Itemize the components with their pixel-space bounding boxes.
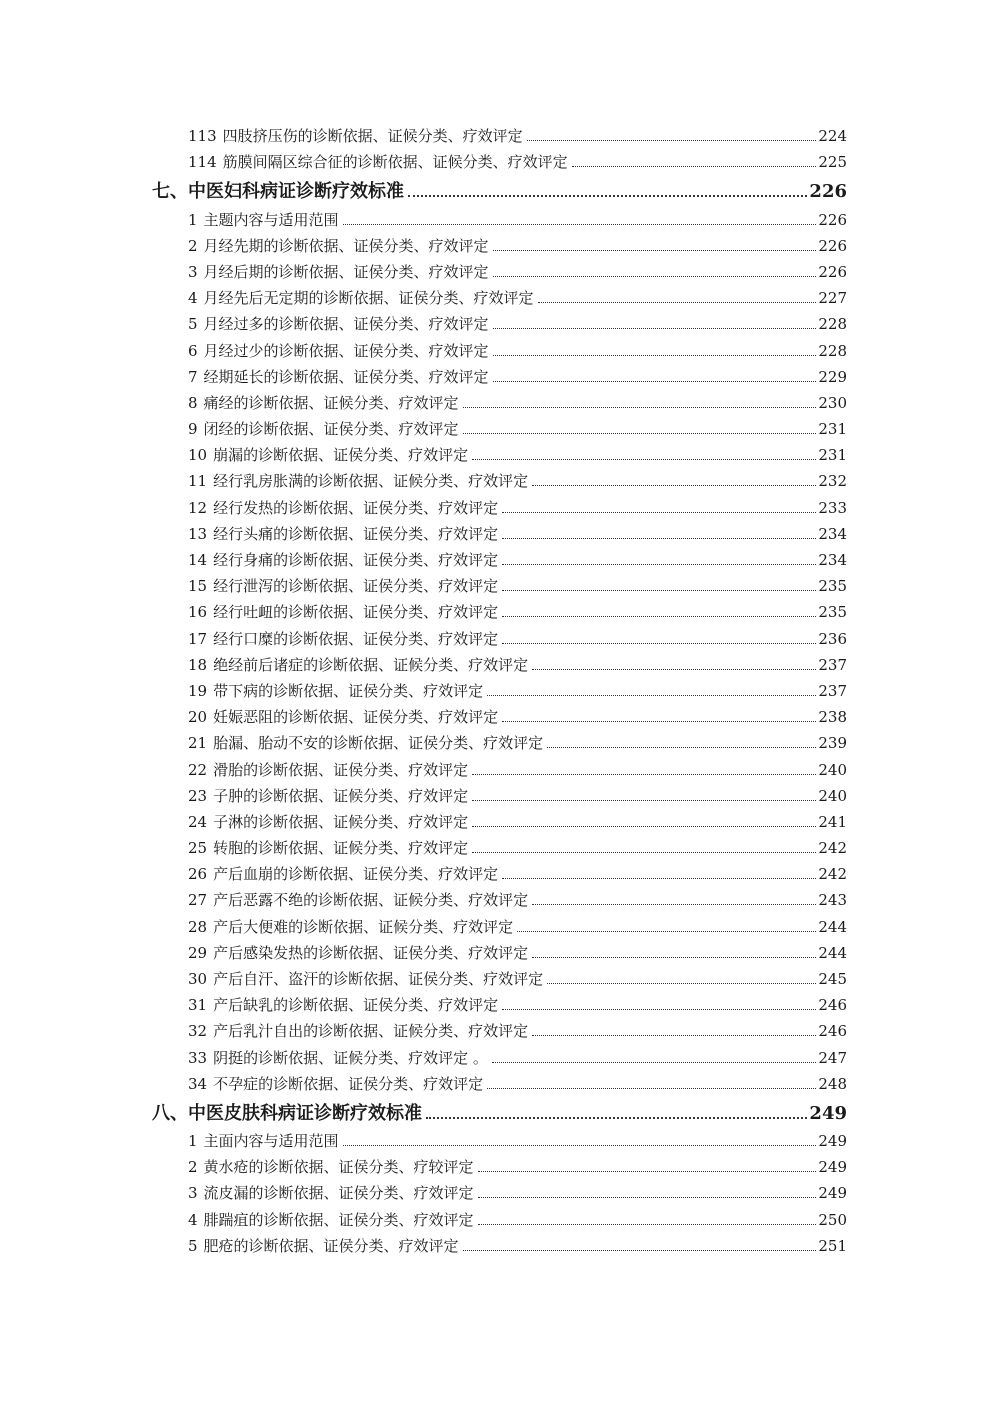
toc-entry[interactable] xyxy=(0,908,999,934)
toc-entry-number: 1 xyxy=(188,210,198,229)
toc-entry-title xyxy=(188,498,499,517)
toc-entry-title xyxy=(188,972,543,987)
toc-entry-text: 经期延长的诊断依据、证侯分类、疗效评定 xyxy=(203,367,489,386)
toc-page-number: 237 xyxy=(818,681,847,700)
dot-leader xyxy=(408,195,807,197)
toc-page-number: 251 xyxy=(818,1236,847,1255)
toc-page-number: 248 xyxy=(818,1074,847,1093)
toc-entry[interactable] xyxy=(0,961,999,987)
toc-entry-title xyxy=(188,524,499,543)
toc-entry-title xyxy=(188,1210,474,1229)
toc-entry-number: 34 xyxy=(188,1074,208,1093)
toc-page-number: 238 xyxy=(818,708,847,727)
toc-page-number: 242 xyxy=(818,839,847,858)
toc-page-number: 239 xyxy=(818,734,847,753)
toc-entry-number: 16 xyxy=(188,603,208,622)
toc-entry-number: 5 xyxy=(188,1236,198,1255)
toc-entry[interactable] xyxy=(0,118,999,144)
toc-entry-text: 带下病的诊断依据、证侯分类、疗效评定 xyxy=(213,681,484,700)
toc-entry-text: 子肿的诊断依据、证候分类、疗效评定 xyxy=(213,786,469,805)
toc-section-heading[interactable] xyxy=(0,170,999,201)
toc-entry[interactable] xyxy=(0,228,999,254)
toc-page-number: 231 xyxy=(818,420,847,439)
dot-leader xyxy=(472,852,816,853)
table-of-contents xyxy=(0,118,999,1254)
toc-entry-number: 13 xyxy=(188,524,208,543)
toc-entry-number: 6 xyxy=(188,341,198,360)
toc-page-number: 231 xyxy=(818,446,847,465)
toc-page-number: 247 xyxy=(818,1048,847,1067)
toc-entry-text: 主题内容与适用范围 xyxy=(203,210,339,229)
toc-page-number: 244 xyxy=(818,943,847,962)
toc-entry-number: 2 xyxy=(188,1158,198,1177)
dot-leader xyxy=(502,1009,816,1010)
toc-entry-text: 月经过多的诊断依据、证侯分类、疗效评定 xyxy=(203,315,489,334)
toc-entry[interactable] xyxy=(0,437,999,463)
toc-entry-text: 四肢挤压伤的诊断依据、证候分类、疗效评定 xyxy=(222,127,523,146)
dot-leader xyxy=(502,616,816,617)
dot-leader xyxy=(472,800,816,801)
toc-page-number: 249 xyxy=(818,1158,847,1177)
dot-leader xyxy=(493,250,817,251)
toc-entry-number: 4 xyxy=(188,1210,198,1229)
dot-leader xyxy=(426,1117,807,1119)
dot-leader xyxy=(547,983,816,984)
toc-page-number: 228 xyxy=(818,341,847,360)
toc-page-number: 235 xyxy=(818,577,847,596)
dot-leader xyxy=(532,957,816,958)
toc-entry-number: 27 xyxy=(188,891,208,910)
dot-leader xyxy=(463,433,817,434)
toc-entry-text: 肥疮的诊断依据、证侯分类、疗效评定 xyxy=(203,1236,459,1255)
toc-entry[interactable] xyxy=(0,1123,999,1149)
toc-entry-number: 21 xyxy=(188,734,208,753)
toc-entry[interactable] xyxy=(0,778,999,804)
dot-leader xyxy=(517,931,816,932)
toc-entry-text: 崩漏的诊断依据、证侯分类、疗效评定 xyxy=(213,446,469,465)
toc-entry[interactable] xyxy=(0,542,999,568)
toc-entry[interactable] xyxy=(0,987,999,1013)
dot-leader xyxy=(472,826,816,827)
toc-entry-number: 8 xyxy=(188,393,198,412)
toc-entry-text: 月经先后无定期的诊断依据、证侯分类、疗效评定 xyxy=(203,289,534,308)
dot-leader xyxy=(502,538,816,539)
toc-entry-title xyxy=(188,155,568,170)
toc-entry[interactable] xyxy=(0,830,999,856)
dot-leader xyxy=(493,381,817,382)
toc-page-number: 228 xyxy=(818,315,847,334)
dot-leader xyxy=(493,355,817,356)
dot-leader xyxy=(493,328,817,329)
toc-entry-text: 流皮漏的诊断依据、证侯分类、疗效评定 xyxy=(203,1184,474,1203)
toc-entry-text: 腓踹疽的诊断依据、证侯分类、疗效评定 xyxy=(203,1210,474,1229)
toc-entry-text: 黄水疮的诊断依据、证侯分类、疗较评定 xyxy=(203,1158,474,1177)
toc-entry-number: 12 xyxy=(188,498,208,517)
toc-entry[interactable] xyxy=(0,280,999,306)
toc-entry-title xyxy=(188,210,339,229)
toc-entry-title xyxy=(188,1074,484,1093)
dot-leader xyxy=(502,643,816,644)
dot-leader xyxy=(463,407,817,408)
dot-leader xyxy=(343,1145,817,1146)
toc-entry-text: 产后大便难的诊断依据、证候分类、疗效评定 xyxy=(213,917,514,936)
toc-page-number: 246 xyxy=(818,996,847,1015)
toc-entry[interactable] xyxy=(0,359,999,385)
toc-entry-number: 14 xyxy=(188,551,208,569)
toc-page-number: 244 xyxy=(818,917,847,936)
toc-entry-title xyxy=(188,1131,339,1150)
toc-entry[interactable] xyxy=(0,647,999,673)
toc-entry-number: 23 xyxy=(188,786,208,805)
toc-entry-number: 22 xyxy=(188,760,208,779)
toc-entry-title xyxy=(188,291,534,306)
toc-entry-number: 24 xyxy=(188,812,208,831)
toc-page-number: 224 xyxy=(818,127,847,146)
dot-leader xyxy=(547,747,816,748)
toc-entry-title xyxy=(188,867,498,882)
toc-page-number: 241 xyxy=(818,812,847,831)
toc-entry-title xyxy=(188,812,469,831)
toc-entry-title xyxy=(188,605,498,620)
toc-entry-title xyxy=(188,786,469,805)
toc-entry-title xyxy=(188,1024,528,1039)
toc-entry-number: 30 xyxy=(188,970,208,988)
toc-page-number: 230 xyxy=(818,393,847,412)
toc-entry-number: 19 xyxy=(188,681,208,700)
toc-entry[interactable] xyxy=(0,935,999,961)
toc-entry-number: 4 xyxy=(188,289,198,308)
toc-entry-number: 31 xyxy=(188,996,208,1015)
toc-entry-title xyxy=(188,1186,474,1201)
dot-leader xyxy=(492,1062,816,1063)
toc-page-number: 226 xyxy=(818,262,847,281)
toc-entry[interactable] xyxy=(0,699,999,725)
toc-entry[interactable] xyxy=(0,620,999,646)
toc-entry[interactable] xyxy=(0,332,999,358)
dot-leader xyxy=(572,166,817,167)
toc-entry-text: 经行口糜的诊断依据、证侯分类、疗效评定 xyxy=(213,629,499,648)
toc-entry-number: 7 xyxy=(188,367,198,386)
toc-entry-number: 1 xyxy=(188,1131,198,1150)
toc-entry-number: 113 xyxy=(188,127,217,146)
toc-entry-title xyxy=(188,393,459,412)
toc-page-number: 249 xyxy=(809,1102,847,1124)
toc-entry[interactable] xyxy=(0,201,999,227)
dot-leader xyxy=(493,276,817,277)
toc-page-number: 232 xyxy=(818,472,847,491)
toc-page-number: 246 xyxy=(818,1022,847,1041)
toc-page-number: 240 xyxy=(818,786,847,805)
toc-page-number: 234 xyxy=(818,524,847,543)
toc-page-number: 236 xyxy=(818,629,847,648)
toc-entry[interactable] xyxy=(0,1066,999,1092)
toc-entry[interactable] xyxy=(0,882,999,908)
toc-entry[interactable] xyxy=(0,856,999,882)
toc-entry-title xyxy=(188,448,468,463)
toc-entry-text: 产后缺乳的诊断依据、证侯分类、疗效评定 xyxy=(213,996,499,1015)
toc-entry-title xyxy=(188,317,489,332)
toc-page-number: 250 xyxy=(818,1210,847,1229)
toc-entry-number: 11 xyxy=(188,472,208,491)
toc-entry-number: 18 xyxy=(188,655,208,674)
toc-entry-text: 经行发热的诊断依据、证侯分类、疗效评定 xyxy=(213,498,499,517)
toc-entry-number: 25 xyxy=(188,839,208,858)
toc-page-number: 226 xyxy=(818,210,847,229)
toc-entry-title xyxy=(188,262,489,281)
toc-entry-text: 胎漏、胎动不安的诊断依据、证侯分类、疗效评定 xyxy=(213,734,544,753)
toc-entry-number: 33 xyxy=(188,1048,208,1067)
toc-entry-text: 筋膜间隔区综合征的诊断依据、证候分类、疗效评定 xyxy=(222,153,568,172)
toc-entry-number: 20 xyxy=(188,708,208,727)
toc-entry[interactable] xyxy=(0,411,999,437)
toc-entry-text: 经行泄泻的诊断依据、证侯分类、疗效评定 xyxy=(213,577,499,596)
toc-entry[interactable] xyxy=(0,306,999,332)
toc-entry-text: 阴挺的诊断依据、证候分类、疗效评定 。 xyxy=(213,1048,488,1067)
toc-entry-number: 2 xyxy=(188,236,198,255)
toc-page-number: 226 xyxy=(809,181,847,203)
toc-entry[interactable] xyxy=(0,144,999,170)
toc-entry-text: 经行头痛的诊断依据、证侯分类、疗效评定 xyxy=(213,524,499,543)
toc-entry-text: 滑胎的诊断依据、证侯分类、疗效评定 xyxy=(213,760,469,779)
toc-entry-text: 月经过少的诊断依据、证侯分类、疗效评定 xyxy=(203,341,489,360)
dot-leader xyxy=(343,224,817,225)
toc-entry-title xyxy=(188,681,484,700)
toc-entry-title xyxy=(188,917,514,936)
toc-entry-text: 痛经的诊断依据、证候分类、疗效评定 xyxy=(203,393,459,412)
toc-entry-title xyxy=(188,129,523,144)
toc-entry-number: 15 xyxy=(188,577,208,596)
toc-entry-number: 32 xyxy=(188,1022,208,1041)
toc-entry-text: 经行身痛的诊断依据、证侯分类、疗效评定 xyxy=(213,551,499,569)
toc-page-number: 226 xyxy=(818,236,847,255)
toc-entry-title xyxy=(188,236,489,255)
dot-leader xyxy=(487,695,816,696)
toc-entry-text: 八、中医皮肤科病证诊断疗效标准 xyxy=(152,1102,422,1124)
dot-leader xyxy=(502,721,816,722)
toc-page-number: 249 xyxy=(818,1184,847,1203)
toc-entry-text: 子淋的诊断依据、证候分类、疗效评定 xyxy=(213,812,469,831)
toc-entry-title xyxy=(188,1160,474,1175)
toc-entry[interactable] xyxy=(0,1039,999,1065)
dot-leader xyxy=(478,1197,817,1198)
toc-entry-title xyxy=(188,367,489,386)
toc-entry[interactable] xyxy=(0,1175,999,1201)
toc-entry-title xyxy=(188,579,498,594)
toc-entry-text: 月经后期的诊断依据、证侯分类、疗效评定 xyxy=(203,262,489,281)
dot-leader xyxy=(463,1250,817,1251)
toc-entry-text: 经行乳房胀满的诊断依据、证候分类、疗效评定 xyxy=(213,472,529,491)
toc-entry-number: 26 xyxy=(188,865,208,884)
toc-entry-title xyxy=(188,655,529,674)
toc-entry[interactable] xyxy=(0,804,999,830)
toc-section-heading[interactable] xyxy=(0,1092,999,1123)
toc-entry-text: 产后血崩的诊断依据、证侯分类、疗效评定 xyxy=(213,865,499,884)
toc-entry-text: 妊娠恶阻的诊断依据、证侯分类、疗效评定 xyxy=(213,708,499,727)
toc-entry-title xyxy=(188,1236,459,1255)
toc-entry-title xyxy=(188,736,543,751)
toc-entry-title xyxy=(188,629,499,648)
toc-entry-title xyxy=(188,893,528,908)
dot-leader xyxy=(502,564,816,565)
toc-entry-title xyxy=(188,841,468,856)
toc-entry-title xyxy=(188,998,498,1013)
dot-leader xyxy=(478,1171,817,1172)
toc-entry-number: 28 xyxy=(188,917,208,936)
toc-page-number: 242 xyxy=(818,865,847,884)
dot-leader xyxy=(478,1224,817,1225)
toc-page-number: 229 xyxy=(818,367,847,386)
toc-entry-number: 3 xyxy=(188,262,198,281)
toc-entry-title xyxy=(188,1048,488,1067)
dot-leader xyxy=(472,774,816,775)
toc-entry-title xyxy=(188,760,469,779)
toc-entry[interactable] xyxy=(0,751,999,777)
dot-leader xyxy=(532,904,816,905)
toc-entry-number: 114 xyxy=(188,153,217,172)
toc-entry-text: 不孕症的诊断依据、证侯分类、疗效评定 xyxy=(213,1074,484,1093)
dot-leader xyxy=(502,590,816,591)
toc-entry-text: 闭经的诊断依据、证侯分类、疗效评定 xyxy=(203,420,459,439)
toc-page-number: 237 xyxy=(818,655,847,674)
dot-leader xyxy=(532,669,816,670)
toc-entry-title xyxy=(152,1102,422,1124)
toc-entry-text: 绝经前后诸症的诊断依据、证候分类、疗效评定 xyxy=(213,655,529,674)
dot-leader xyxy=(487,1088,816,1089)
toc-entry-title xyxy=(188,943,529,962)
toc-entry-text: 月经先期的诊断依据、证侯分类、疗效评定 xyxy=(203,236,489,255)
toc-page-number: 225 xyxy=(818,153,847,172)
toc-entry-number: 10 xyxy=(188,446,208,465)
toc-page-number: 243 xyxy=(818,891,847,910)
dot-leader xyxy=(532,1035,816,1036)
toc-entry-title xyxy=(188,341,489,360)
toc-entry[interactable] xyxy=(0,463,999,489)
toc-entry-title xyxy=(188,553,498,568)
toc-entry-text: 七、中医妇科病证诊断疗效标准 xyxy=(152,181,404,203)
toc-entry[interactable] xyxy=(0,1149,999,1175)
toc-page-number: 245 xyxy=(818,970,847,988)
toc-entry-text: 产后恶露不绝的诊断依据、证候分类、疗效评定 xyxy=(213,891,529,910)
toc-entry-title xyxy=(188,474,528,489)
toc-page-number: 249 xyxy=(818,1131,847,1150)
toc-entry[interactable] xyxy=(0,489,999,515)
toc-page-number: 234 xyxy=(818,551,847,569)
toc-page-number: 227 xyxy=(818,289,847,308)
toc-page-number: 240 xyxy=(818,760,847,779)
toc-entry[interactable] xyxy=(0,254,999,280)
toc-entry[interactable] xyxy=(0,594,999,620)
toc-entry-text: 经行吐衄的诊断依据、证侯分类、疗效评定 xyxy=(213,603,499,622)
toc-entry-number: 29 xyxy=(188,943,208,962)
toc-entry[interactable] xyxy=(0,725,999,751)
toc-page-number: 235 xyxy=(818,603,847,622)
toc-entry[interactable] xyxy=(0,1013,999,1039)
toc-entry[interactable] xyxy=(0,1201,999,1227)
dot-leader xyxy=(472,459,816,460)
toc-entry[interactable] xyxy=(0,673,999,699)
toc-entry-text: 产后自汗、盗汗的诊断依据、证侯分类、疗效评定 xyxy=(213,970,544,988)
toc-entry-title xyxy=(152,183,404,201)
dot-leader xyxy=(532,485,816,486)
toc-entry-title xyxy=(188,710,498,725)
toc-entry[interactable] xyxy=(0,1228,999,1254)
toc-entry[interactable] xyxy=(0,568,999,594)
toc-entry[interactable] xyxy=(0,516,999,542)
dot-leader xyxy=(502,878,816,879)
toc-entry-text: 主面内容与适用范围 xyxy=(203,1131,339,1150)
toc-entry-title xyxy=(188,422,459,437)
toc-page-number: 233 xyxy=(818,498,847,517)
toc-entry-text: 产后感染发热的诊断依据、证侯分类、疗效评定 xyxy=(213,943,529,962)
toc-entry[interactable] xyxy=(0,385,999,411)
dot-leader xyxy=(502,512,816,513)
toc-entry-text: 产后乳汁自出的诊断依据、证候分类、疗效评定 xyxy=(213,1022,529,1041)
dot-leader xyxy=(538,302,817,303)
toc-entry-number: 17 xyxy=(188,629,208,648)
toc-entry-number: 3 xyxy=(188,1184,198,1203)
toc-entry-text: 转胞的诊断依据、证候分类、疗效评定 xyxy=(213,839,469,858)
toc-entry-number: 5 xyxy=(188,315,198,334)
dot-leader xyxy=(527,140,817,141)
toc-entry-number: 9 xyxy=(188,420,198,439)
